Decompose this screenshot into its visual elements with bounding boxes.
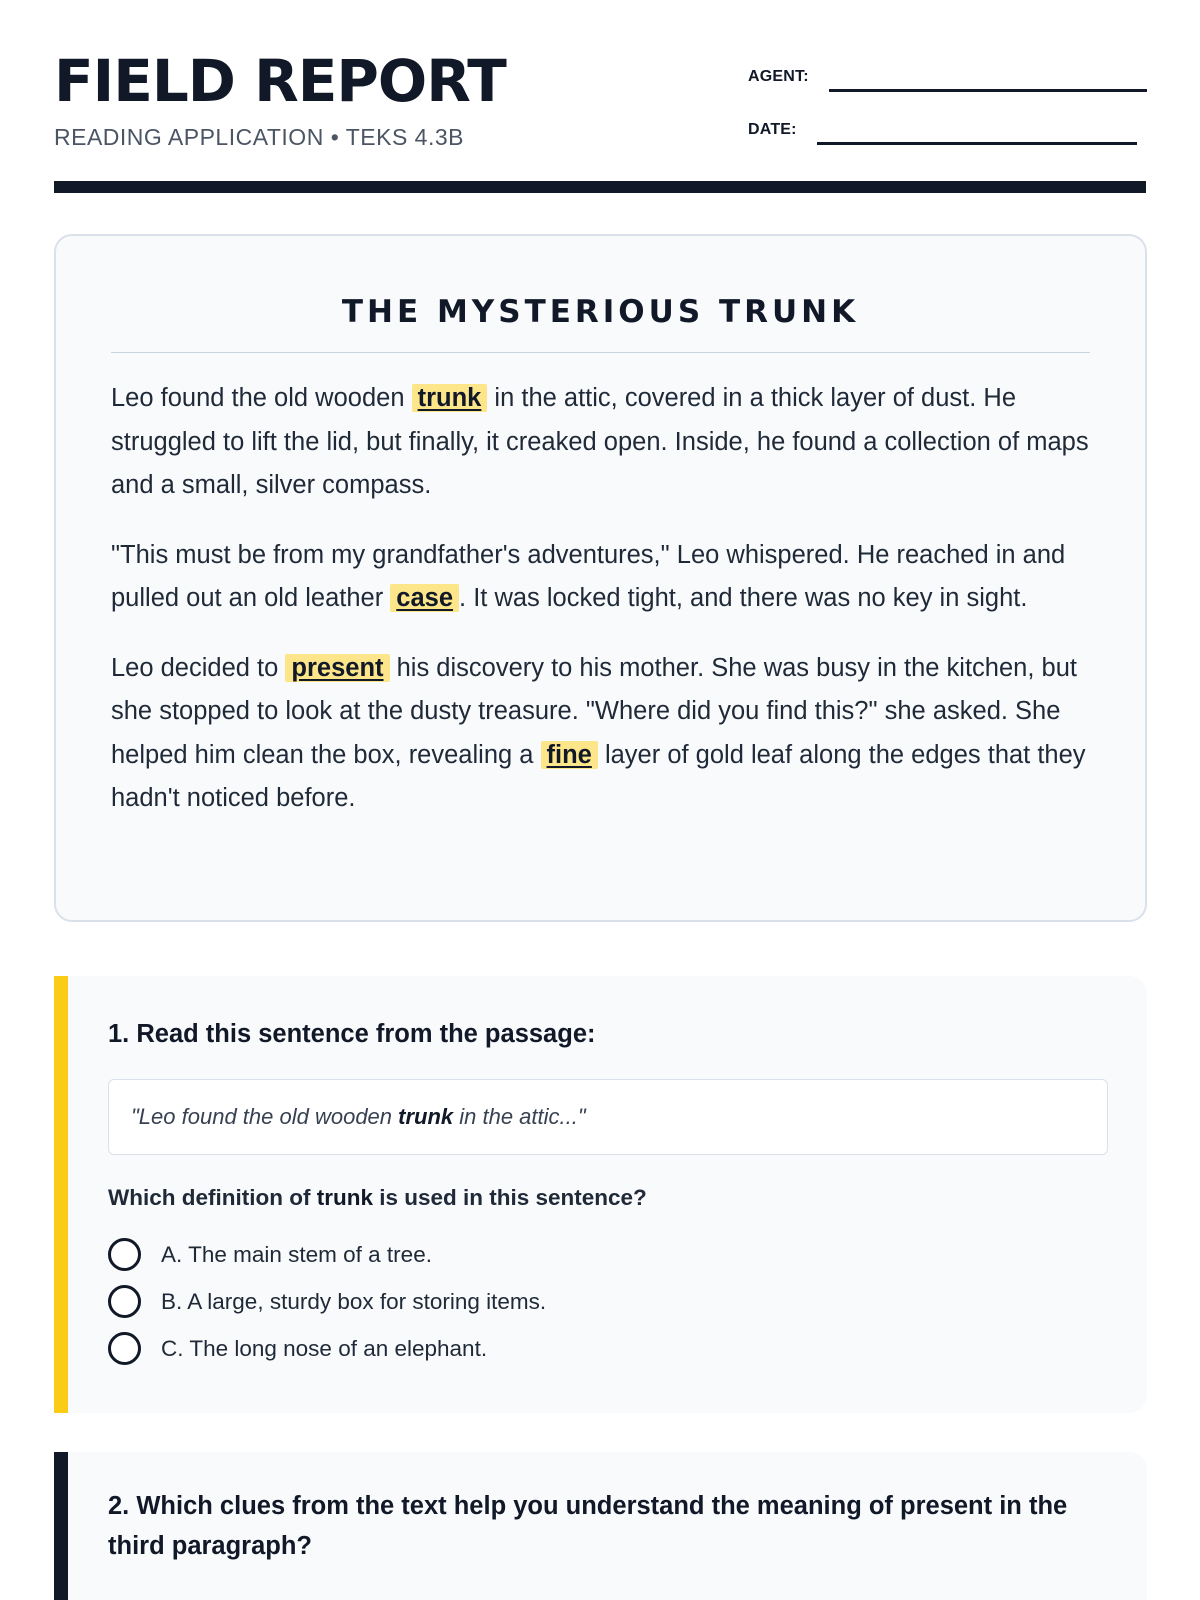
passage-text: . It was locked tight, and there was no key in sight. [459, 584, 1028, 612]
option-label: B. A large, sturdy box for storing items. [161, 1288, 547, 1314]
question-1-prompt: 1. Read this sentence from the passage: [108, 1020, 596, 1048]
date-field[interactable] [748, 121, 1137, 139]
prompt-emphasis: present [900, 1492, 993, 1520]
passage-paragraph-2 [111, 534, 1090, 621]
agent-line[interactable] [829, 89, 1147, 92]
page-subtitle: READING APPLICATION • TEKS 4.3B [54, 124, 464, 150]
option-label: A. The main stem of a tree. [161, 1241, 432, 1267]
passage-text: Leo found the old wooden [111, 384, 412, 412]
quote-emphasis: trunk [398, 1104, 454, 1129]
report-header [54, 0, 1146, 192]
vocab-word-case: case [390, 584, 459, 612]
passage-body [111, 377, 1090, 821]
radio-button[interactable] [108, 1285, 141, 1318]
page-title: FIELD REPORT [54, 47, 506, 115]
question-2-prompt [108, 1452, 1107, 1566]
passage-text: layer of gold leaf along the edges that they hadn't noticed before. [111, 740, 1086, 812]
passage-title: THE MYSTERIOUS TRUNK [111, 294, 1090, 353]
radio-button[interactable] [108, 1238, 141, 1271]
passage-card [54, 234, 1147, 922]
question-card-1 [54, 976, 1147, 1413]
question-1-subprompt [108, 1185, 1107, 1211]
vocab-word-trunk: trunk [412, 384, 488, 412]
date-line[interactable] [817, 142, 1137, 145]
option-c[interactable] [108, 1325, 1107, 1372]
option-b[interactable] [108, 1278, 1107, 1325]
passage-paragraph-3 [111, 647, 1090, 821]
subprompt-text: is used in this sentence? [372, 1185, 647, 1210]
quote-text: "Leo found the old wooden [131, 1104, 399, 1129]
option-label: C. The long nose of an elephant. [161, 1335, 488, 1361]
passage-paragraph-1 [111, 377, 1090, 508]
date-label: DATE: [748, 121, 797, 138]
question-1-quote [108, 1079, 1108, 1155]
option-a[interactable] [108, 1231, 1107, 1278]
passage-text: in the attic, covered in a thick layer of dust. He struggled to lift the lid, but finally, it creaked open. Inside, he found a collection of maps and a small, silver compass. [111, 384, 1089, 499]
question-1-options [108, 1231, 1107, 1372]
agent-field[interactable] [748, 68, 1147, 86]
subprompt-emphasis: trunk [316, 1185, 373, 1210]
prompt-text: 2. Which clues from the text help you understand the meaning of [108, 1492, 901, 1520]
passage-text: "This must be from my grandfather's adventures," Leo whispered. He reached in and pulled out an old leather [111, 540, 1066, 612]
vocab-word-fine: fine [541, 741, 598, 769]
vocab-word-present: present [285, 654, 389, 682]
question-card-2 [54, 1452, 1147, 1600]
header-divider [54, 181, 1146, 193]
agent-label: AGENT: [748, 68, 809, 85]
passage-text: his discovery to his mother. She was busy in the kitchen, but she stopped to look at the dusty treasure. "Where did you find this?" she asked. She helped him clean the box, revealing a [111, 653, 1077, 769]
quote-text: in the attic..." [453, 1104, 586, 1129]
prompt-text: in the third paragraph? [108, 1492, 1068, 1560]
subprompt-text: Which definition of [108, 1185, 317, 1210]
radio-button[interactable] [108, 1332, 141, 1365]
passage-text: Leo decided to [111, 653, 286, 682]
